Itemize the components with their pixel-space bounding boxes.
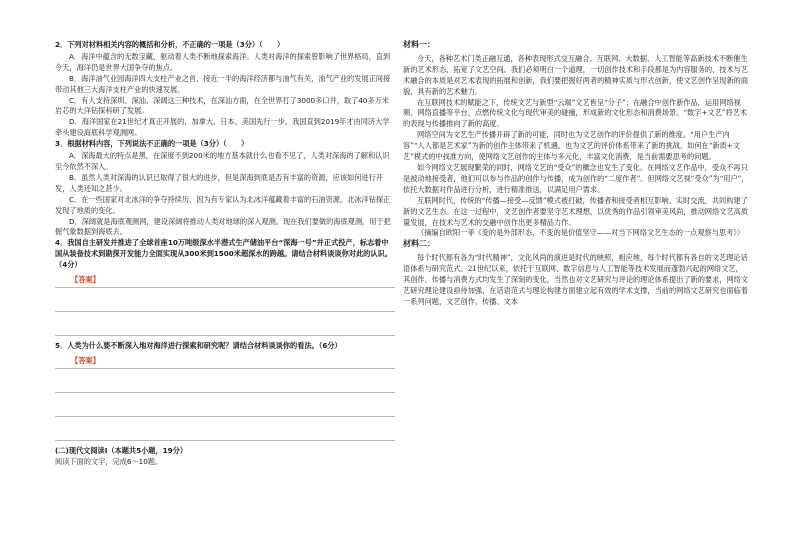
material-1-paragraph: 在互联网技术的赋能之下，传统文艺与新型“云端”文艺皆呈“分子”；在融合中创作新作品，运用网络视频、网络直播等平台，点燃传统文化与现代审美的碰撞，形成新的文化形态和消费场景。“数字+文艺”将艺术的表现与传播推向了新的高度。	[403, 97, 748, 129]
section-instruction: 阅读下面的文字，完成6～10题。	[55, 456, 163, 466]
answer-line	[55, 272, 395, 288]
question-2-stem: 2．下列对材料相关内容的概括和分析，不正确的一项是（3分）（ ）	[55, 40, 285, 49]
question-5-stem: 5．人类为什么要不断深入地对海洋进行探索和研究呢？请结合材料谈谈你的看法。（6分）	[55, 341, 342, 351]
question-2-option-d: D．海洋国家在21世纪才真正开展的，加拿大、日本、美国先行一步，我国直到2019年才由同济大学牵头建设海底科学观测网。	[55, 117, 390, 138]
material-1-paragraph: 网络空间为文艺生产传播开辟了新的可能，同时也为文艺创作的评价提供了新的维度。“用户生产内容”“人人都是艺术家”为新的创作主体带来了机遇，也为文艺的评价体系带来了新的挑战。如何在“新质+文艺”模式的中找准方向，使网络文艺创作的主体与多元化，丰富文化消费，是当前需要思考的问题。	[403, 130, 740, 162]
section-title: (二)现代文阅读Ⅰ（本题共5小题，19分）	[55, 445, 188, 455]
question-2-option-b: B．海洋油气业园海洋四大支柱产业之首，接近一半的海洋经济都与油气有关，油气产业的发展正间接带动其他三大海洋支柱产业的快速发展。	[55, 73, 391, 94]
material-2-paragraph: 每个时代都有各为“时代精神”，文化风尚的演进是时代的映照，相应地，每个时代都有各自的文艺理论话语体系与研究范式。21世纪以来，依托于互联网、数字信息与人工智能等技术发展而蓬勃兴起的网络文艺，其创作、传播与消费方式均发生了深刻的变化，当然也对文艺研究与评论的理论体系提出了新的要求，网络文艺研究理论建设亟待加强，在话语范式与理论构建方面建立起有效的学术支撑，当前的网络文艺研究也面临着一系列问题，文艺创作、传播、文本	[403, 253, 749, 306]
question-3-option-a: A．深海最大的特点是黑，在深度不到200米的地方基本就什么也看不见了，人类对深海的了解和认识至今依然不深入。	[55, 151, 390, 171]
question-2-option-a: A．海洋中蕴含的无数宝藏，驱动着人类不断地探索海洋。人类对海洋的探索曾影响了世界格局，直到今天，海洋仍是世界大国争夺的焦点。	[55, 51, 391, 72]
material-1-title: 材料一：	[403, 40, 435, 49]
question-5-answer-area[interactable]	[55, 353, 395, 441]
answer-line	[55, 353, 395, 369]
material-1-paragraph: 如今网络文艺展现繁荣的同时，网络文艺的“受众”的概念也发生了变化。在网络文艺作品中，受众不再只是被动地接受者，他们可以参与作品的创作与传播，成为创作的“二度作者”。但网络文艺视“受众”为“用户”，依托大数据对作品进行分析，进行精准推送，以满足用户需求。	[403, 162, 749, 194]
answer-line	[55, 369, 395, 393]
question-2-option-c: C．有人支持深圳、深汕、深阔这三种技术，在深汕方面，在全世界打了3000多口井，取了40多万米岩芯的大洋钻探科研了发展。	[55, 95, 389, 116]
answer-line	[55, 393, 395, 417]
answer-line	[55, 288, 395, 312]
material-2-title: 材料二：	[403, 239, 435, 249]
question-3-option-d: D．深阔就是海底观测网，建设深阔将推动人类对地球的深入观测。现在我们要做的海底观测，用于把握气象数据到海底去。	[55, 216, 391, 237]
material-1-paragraph: 今天，各种艺术门类正融互通，各种表现形式交互融合。互联网、大数据、人工智能等高新技术不断催生新的艺术形态，拓宽了文艺空间。我们必须明白一个道理，一切创作技术和手段都是为内容服务的，技术与艺术融合的本质是对艺术表现的拓展和创新，我们要把握好两者的精神实质与形式创新，使文艺创作呈现新的面貌、具有新的艺术魅力。	[403, 53, 749, 96]
material-1-paragraph: 互联网时代，传统的“传播—接受—反馈”模式被打破，传播者和接受者相互影响、实时交流，共同构建了新的文艺生态。在这一过程中，文艺创作者要坚守艺术理想，以优秀的作品引领审美风尚，推动网络文艺高质量发展，在技术与艺术的交融中创作出更多精品力作。	[403, 195, 749, 227]
right-column	[403, 40, 749, 308]
answer-line	[55, 417, 395, 441]
question-3-option-b: B．虽然人类对深海的认识已取得了很大的进步，但是深海到底是否有丰富的资源，应该如何进行开发，人类还知之甚少。	[55, 172, 383, 193]
question-3-stem: 3．根据材料内容，下列说法不正确的一项是（3分）（ ）	[55, 139, 249, 149]
answer-label: 【答案】	[71, 355, 100, 365]
answer-line	[55, 312, 395, 336]
question-4-answer-area[interactable]	[55, 272, 395, 336]
material-1-citation: （摘编自欧阳一菲《变的是外部形态，不变的是价值坚守——对当下网络文艺生态的一点观察与思考》）	[417, 228, 745, 238]
question-3-option-c: C．在一些国家对北冰洋的争夺持续历，因为有专家认为北冰洋蕴藏着丰富的石油资源。北冰洋钻探正发现了地质的变化。	[55, 194, 391, 215]
left-column	[55, 40, 395, 468]
question-4-stem: 4．我国自主研发并推进了全球首座10万吨级深水半潜式生产储油平台“深海一号”并正式投产，标志着中国从装备技术到勘探开发能力全面实现从300米到1500米超深水的跨越。请结合材料谈谈你对此的认识。（4分）	[55, 238, 392, 270]
answer-label: 【答案】	[71, 275, 100, 285]
